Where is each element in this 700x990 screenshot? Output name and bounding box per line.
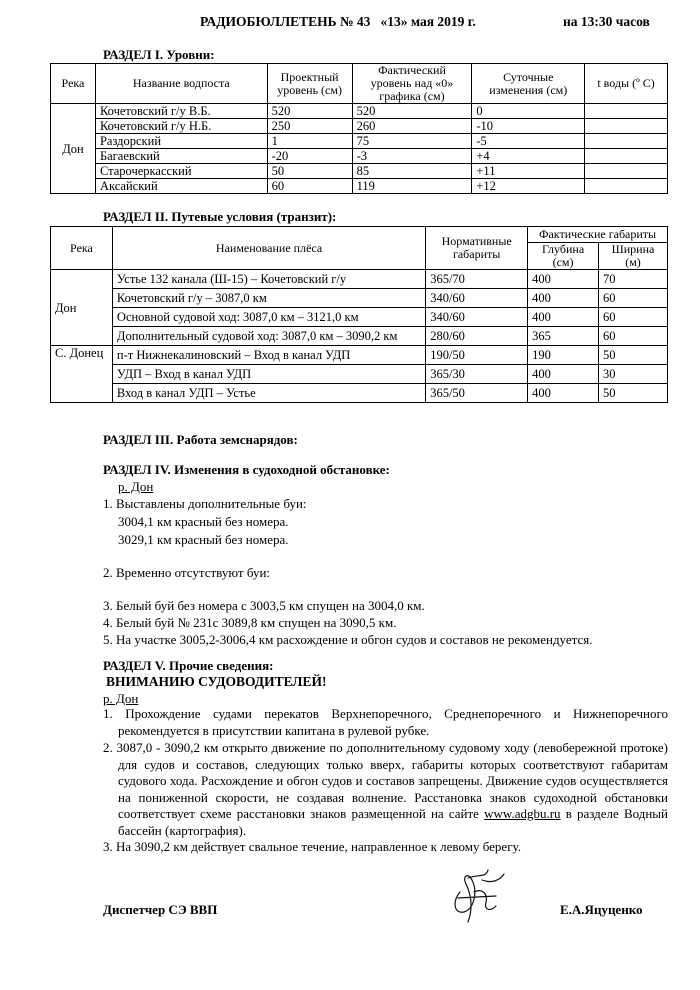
normative-cell: 365/70	[426, 270, 528, 289]
depth-cell: 365	[528, 327, 599, 346]
section4-title: РАЗДЕЛ IV. Изменения в судоходной обстановке:	[103, 462, 390, 477]
list-item: 3004,1 км красный без номера.	[118, 514, 289, 529]
levels-table	[50, 63, 668, 194]
notice-item-1	[103, 706, 668, 739]
width-cell: 60	[599, 289, 668, 308]
depth-cell: 400	[528, 384, 599, 403]
bulletin-time: на 13:30 часов	[563, 14, 650, 29]
temp-cell	[585, 104, 668, 119]
section2-title: РАЗДЕЛ II. Путевые условия (транзит):	[103, 209, 337, 224]
temp-cell	[585, 134, 668, 149]
notice-item-1-text: 1. Прохождение судами перекатов Верхнепоречного, Среднепоречного и Нижнепоречного рекомендуется в присутствии капитана в рулевой рубке.	[103, 706, 668, 738]
table-row	[51, 104, 668, 119]
list-item: 2. Временно отсутствуют буи:	[103, 565, 271, 580]
change-cell: 0	[472, 104, 585, 119]
project-cell: 250	[267, 119, 352, 134]
depth-cell: 400	[528, 308, 599, 327]
width-cell: 30	[599, 365, 668, 384]
route-table	[50, 226, 668, 403]
document-header	[200, 14, 476, 30]
table-row	[51, 384, 668, 403]
post-cell: Кочетовский г/у Н.Б.	[95, 119, 267, 134]
section1-title: РАЗДЕЛ I. Уровни:	[103, 47, 215, 62]
depth-cell: 400	[528, 270, 599, 289]
table-row	[51, 270, 668, 289]
width-cell: 70	[599, 270, 668, 289]
depth-cell: 400	[528, 365, 599, 384]
list-item: 3029,1 км красный без номера.	[118, 532, 289, 547]
section5-river: р. Дон	[103, 691, 139, 706]
post-cell: Багаевский	[95, 149, 267, 164]
table-row	[51, 149, 668, 164]
temp-cell	[585, 119, 668, 134]
levels-header-post: Название водпоста	[95, 64, 267, 104]
post-cell: Старочеркасский	[95, 164, 267, 179]
levels-header-project: Проектный уровень (см)	[267, 64, 352, 104]
route-header-width: Ширина (м)	[599, 243, 668, 270]
normative-cell: 365/30	[426, 365, 528, 384]
normative-cell: 190/50	[426, 346, 528, 365]
levels-river-cell: Дон	[51, 104, 96, 194]
stretch-cell: Основной судовой ход: 3087,0 км – 3121,0 км	[112, 308, 425, 327]
section5-title: РАЗДЕЛ V. Прочие сведения:	[103, 658, 274, 673]
route-river-cell: С. Донец	[51, 346, 113, 403]
section4-river: р. Дон	[118, 479, 154, 494]
project-cell: 1	[267, 134, 352, 149]
route-header-actual: Фактические габариты	[528, 227, 668, 243]
project-cell: 50	[267, 164, 352, 179]
table-row	[51, 119, 668, 134]
table-row	[51, 134, 668, 149]
stretch-cell: Кочетовский г/у – 3087,0 км	[112, 289, 425, 308]
list-item: 4. Белый буй № 231с 3089,8 км спущен на 3090,5 км.	[103, 615, 397, 630]
change-cell: +12	[472, 179, 585, 194]
table-row	[51, 327, 668, 346]
bulletin-date: «13» мая 2019 г.	[380, 14, 476, 29]
levels-header-river: Река	[51, 64, 96, 104]
width-cell: 60	[599, 327, 668, 346]
notice-item-2-tail: в разделе Водный бассейн (картография).	[118, 806, 669, 838]
normative-cell: 280/60	[426, 327, 528, 346]
normative-cell: 340/60	[426, 308, 528, 327]
change-cell: +4	[472, 149, 585, 164]
width-cell: 50	[599, 384, 668, 403]
section3-title: РАЗДЕЛ III. Работа земснарядов:	[103, 432, 298, 447]
levels-header-row	[51, 64, 668, 104]
levels-header-temp: t воды (º С)	[585, 64, 668, 104]
change-cell: +11	[472, 164, 585, 179]
stretch-cell: п-т Нижнекалиновский – Вход в канал УДП	[112, 346, 425, 365]
temp-cell	[585, 164, 668, 179]
levels-header-actual: Фактический уровень над «0» графика (см)	[352, 64, 472, 104]
notice-item-2-text: 2. 3087,0 - 3090,2 км открыто движение по дополнительному судовому ходу (левобережной протоке) для судов и составов, следующих только вверх, габариты которых соответствуют габаритам судового хода. Расхождение и обгон судов и составов запрещены. Движение судов осуществляется на пониженной скорости, не создавая волнение. Расстановка знаков судоходной обстановки соответствует схеме расстановки знаков размещенной на сайте	[103, 740, 668, 821]
actual-cell: 75	[352, 134, 472, 149]
width-cell: 50	[599, 346, 668, 365]
actual-cell: 260	[352, 119, 472, 134]
actual-cell: 520	[352, 104, 472, 119]
table-row	[51, 365, 668, 384]
normative-cell: 365/50	[426, 384, 528, 403]
signer-name: Е.А.Яцуценко	[560, 902, 643, 917]
post-cell: Аксайский	[95, 179, 267, 194]
change-cell: -5	[472, 134, 585, 149]
route-river-cell: Дон	[51, 270, 113, 346]
stretch-cell: Дополнительный судовой ход: 3087,0 км – 3090,2 км	[112, 327, 425, 346]
dispatcher-label: Диспетчер СЭ ВВП	[103, 902, 218, 917]
notice-item-3: 3. На 3090,2 км действует свальное течение, направленное к левому берегу.	[103, 839, 521, 854]
depth-cell: 190	[528, 346, 599, 365]
change-cell: -10	[472, 119, 585, 134]
levels-header-change: Суточные изменения (см)	[472, 64, 585, 104]
table-row	[51, 308, 668, 327]
width-cell: 60	[599, 308, 668, 327]
project-cell: 520	[267, 104, 352, 119]
signature-image	[438, 862, 513, 932]
list-item: 3. Белый буй без номера с 3003,5 км спущен на 3004,0 км.	[103, 598, 425, 613]
table-row	[51, 164, 668, 179]
route-header-row	[51, 227, 668, 243]
table-row	[51, 289, 668, 308]
temp-cell	[585, 149, 668, 164]
table-row	[51, 179, 668, 194]
temp-cell	[585, 179, 668, 194]
actual-cell: 119	[352, 179, 472, 194]
normative-cell: 340/60	[426, 289, 528, 308]
actual-cell: -3	[352, 149, 472, 164]
stretch-cell: Вход в канал УДП – Устье	[112, 384, 425, 403]
list-item: 1. Выставлены дополнительные буи:	[103, 496, 307, 511]
table-row	[51, 346, 668, 365]
post-cell: Раздорский	[95, 134, 267, 149]
bulletin-title: РАДИОБЮЛЛЕТЕНЬ № 43	[200, 14, 371, 29]
website-link[interactable]: www.adgbu.ru	[484, 806, 561, 821]
route-header-depth: Глубина (см)	[528, 243, 599, 270]
list-item: 5. На участке 3005,2-3006,4 км расхождение и обгон судов и составов не рекомендуется.	[103, 632, 593, 647]
route-header-stretch: Наименование плёса	[112, 227, 425, 270]
stretch-cell: Устье 132 канала (Ш-15) – Кочетовский г/у	[112, 270, 425, 289]
route-header-river: Река	[51, 227, 113, 270]
project-cell: 60	[267, 179, 352, 194]
project-cell: -20	[267, 149, 352, 164]
depth-cell: 400	[528, 289, 599, 308]
post-cell: Кочетовский г/у В.Б.	[95, 104, 267, 119]
route-header-normative: Нормативные габариты	[426, 227, 528, 270]
attention-heading: ВНИМАНИЮ СУДОВОДИТЕЛЕЙ!	[106, 674, 327, 689]
actual-cell: 85	[352, 164, 472, 179]
stretch-cell: УДП – Вход в канал УДП	[112, 365, 425, 384]
notice-item-2	[103, 740, 668, 839]
